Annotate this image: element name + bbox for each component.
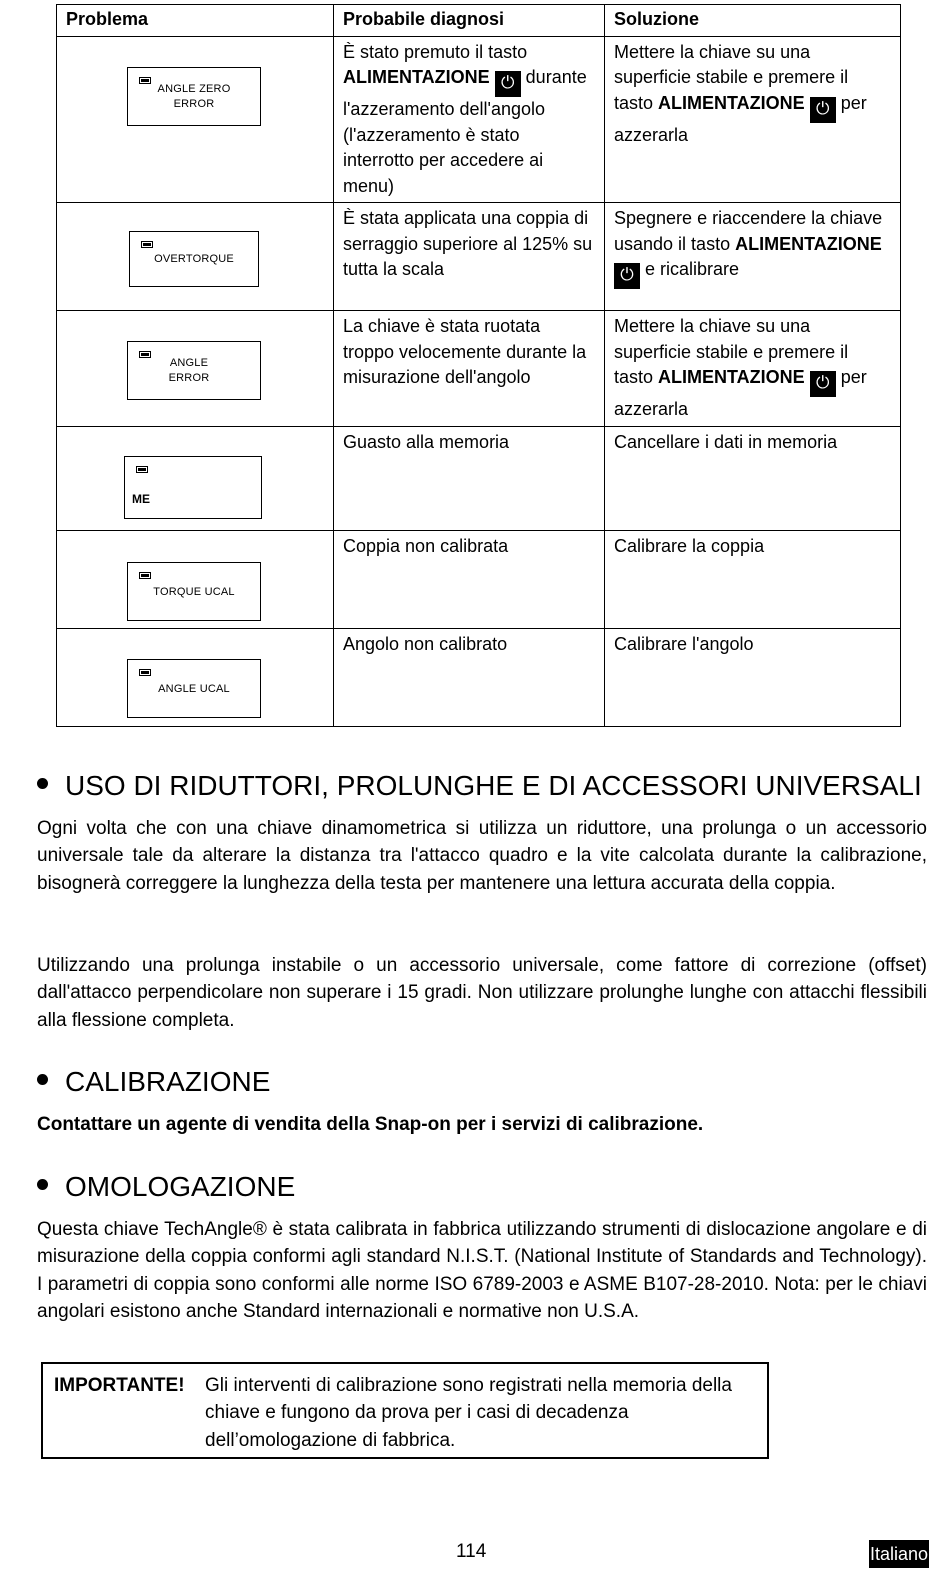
- problem-cell: [57, 311, 334, 427]
- solution-cell: [605, 530, 901, 628]
- bullet-icon: [37, 1179, 48, 1190]
- troubleshooting-table: [56, 4, 901, 727]
- solution-cell: [605, 203, 901, 311]
- solution-text: per azzerarla: [614, 92, 867, 145]
- power-key-label: ALIMENTAZIONE: [658, 92, 805, 113]
- power-key-label: ALIMENTAZIONE: [735, 233, 882, 254]
- section-heading: [37, 770, 922, 802]
- lcd-display: [127, 562, 261, 621]
- solution-text: Cancellare i dati in memoria: [614, 431, 838, 452]
- diagnosis-text: La chiave è stata ruotata troppo velocemente durante la misurazione dell'angolo: [343, 316, 587, 387]
- solution-cell: [605, 426, 901, 530]
- bullet-icon: [37, 778, 48, 789]
- lcd-message: ANGLE ERROR: [168, 357, 210, 384]
- power-icon: ⏻: [614, 263, 640, 289]
- lcd-message: ANGLE ZERO ERROR: [157, 82, 231, 110]
- diagnosis-cell: [334, 36, 605, 203]
- solution-cell: [605, 628, 901, 726]
- battery-icon: [139, 572, 151, 579]
- lcd-display: [127, 341, 261, 400]
- bullet-icon: [37, 1074, 48, 1085]
- problem-cell: [57, 203, 334, 311]
- header-soluzione: Soluzione: [605, 5, 901, 37]
- solution-text: per azzerarla: [614, 367, 867, 419]
- problem-cell: [57, 530, 334, 628]
- solution-cell: [605, 311, 901, 427]
- solution-text: Calibrare la coppia: [614, 535, 765, 556]
- section-heading: [37, 1066, 270, 1098]
- memory-error-symbol: ME: [132, 492, 150, 506]
- section-heading: [37, 1171, 295, 1203]
- table-row: [57, 311, 901, 427]
- solution-text: Mettere la chiave su una superficie stabile e premere il tasto: [614, 41, 849, 113]
- section-heading-text: USO DI RIDUTTORI, PROLUNGHE E DI ACCESSORI UNIVERSALI: [65, 770, 922, 801]
- diagnosis-cell: [334, 426, 605, 530]
- diagnosis-cell: [334, 628, 605, 726]
- note-text: Gli interventi di calibrazione sono registrati nella memoria della chiave e fungono da prova per i casi di decadenza dell’omologazione di fabbrica.: [205, 1375, 732, 1451]
- paragraph: Utilizzando una prolunga instabile o un accessorio universale, come fattore di correzione (offset) dall'attacco perpendicolare non superare i 15 gradi. Non utilizzare prolunghe lunghe con attacchi flessibili alla flessione completa.: [37, 955, 927, 1031]
- battery-icon: [139, 669, 151, 676]
- solution-text: Calibrare l'angolo: [614, 633, 754, 654]
- problem-cell: [57, 36, 334, 203]
- lcd-display: [127, 67, 261, 126]
- section-heading-text: CALIBRAZIONE: [65, 1066, 271, 1097]
- solution-text: Mettere la chiave su una superficie stabile e premere il tasto: [614, 316, 849, 387]
- solution-text: Spegnere e riaccendere la chiave usando il tasto: [614, 208, 883, 254]
- diagnosis-cell: [334, 311, 605, 427]
- table-row: [57, 203, 901, 311]
- table-row: [57, 36, 901, 203]
- lcd-display: [129, 231, 259, 287]
- diagnosis-text: Coppia non calibrata: [343, 535, 509, 556]
- power-icon: ⏻: [810, 97, 836, 123]
- lcd-message: ANGLE UCAL: [158, 682, 230, 695]
- problem-cell: [57, 426, 334, 530]
- power-icon: ⏻: [495, 71, 521, 97]
- diagnosis-cell: [334, 530, 605, 628]
- diagnosis-text: Guasto alla memoria: [343, 431, 510, 452]
- lcd-message: TORQUE UCAL: [153, 585, 235, 598]
- diagnosis-cell: [334, 203, 605, 311]
- battery-icon: [136, 466, 148, 473]
- section-heading-text: OMOLOGAZIONE: [65, 1171, 296, 1202]
- lcd-display: [124, 456, 262, 519]
- solution-text: e ricalibrare: [640, 259, 740, 279]
- problem-cell: [57, 628, 334, 726]
- power-icon: ⏻: [810, 371, 836, 397]
- diagnosis-text: durante l'azzeramento dell'angolo (l'azzeramento è stato interrotto per accedere ai menu): [343, 67, 587, 196]
- diagnosis-text: È stata applicata una coppia di serraggio superiore al 125% su tutta la scala: [343, 208, 593, 279]
- table-row: [57, 628, 901, 726]
- diagnosis-text: È stato premuto il tasto: [343, 41, 528, 62]
- page-number: 114: [456, 1541, 487, 1562]
- diagnosis-text: Angolo non calibrato: [343, 633, 508, 654]
- solution-cell: [605, 36, 901, 203]
- power-key-label: ALIMENTAZIONE: [343, 67, 490, 87]
- paragraph: Questa chiave TechAngle® è stata calibrata in fabbrica utilizzando strumenti di dislocazione angolare e di misurazione della coppia conformi agli standard N.I.S.T. (National Institute of Standards and Technology). I parametri di coppia sono conformi alle norme ISO 6789-2003 e ASME B107-28-2010. Nota: per le chiavi angolari esistono anche Standard internazionali e normative non U.S.A.: [37, 1219, 927, 1322]
- note-label: IMPORTANTE!: [54, 1375, 185, 1396]
- paragraph: Ogni volta che con una chiave dinamometrica si utilizza un riduttore, una prolunga o un accessorio universale tale da alterare la distanza tra l'attacco quadro e la vite calcolata durante la calibrazione, bisognerà correggere la lunghezza della testa per mantenere una lettura accurata della coppia.: [37, 818, 927, 894]
- table-row: [57, 426, 901, 530]
- header-problema: Problema: [57, 5, 334, 37]
- header-diagnosi: Probabile diagnosi: [334, 5, 605, 37]
- important-note: [41, 1362, 769, 1459]
- paragraph: Contattare un agente di vendita della Snap-on per i servizi di calibrazione.: [37, 1114, 704, 1135]
- language-tab: Italiano: [869, 1540, 929, 1568]
- table-header-row: [57, 5, 901, 37]
- lcd-display: [127, 659, 261, 718]
- power-key-label: ALIMENTAZIONE: [658, 367, 805, 387]
- table-row: [57, 530, 901, 628]
- battery-icon: [141, 241, 153, 248]
- lcd-message: OVERTORQUE: [154, 253, 234, 265]
